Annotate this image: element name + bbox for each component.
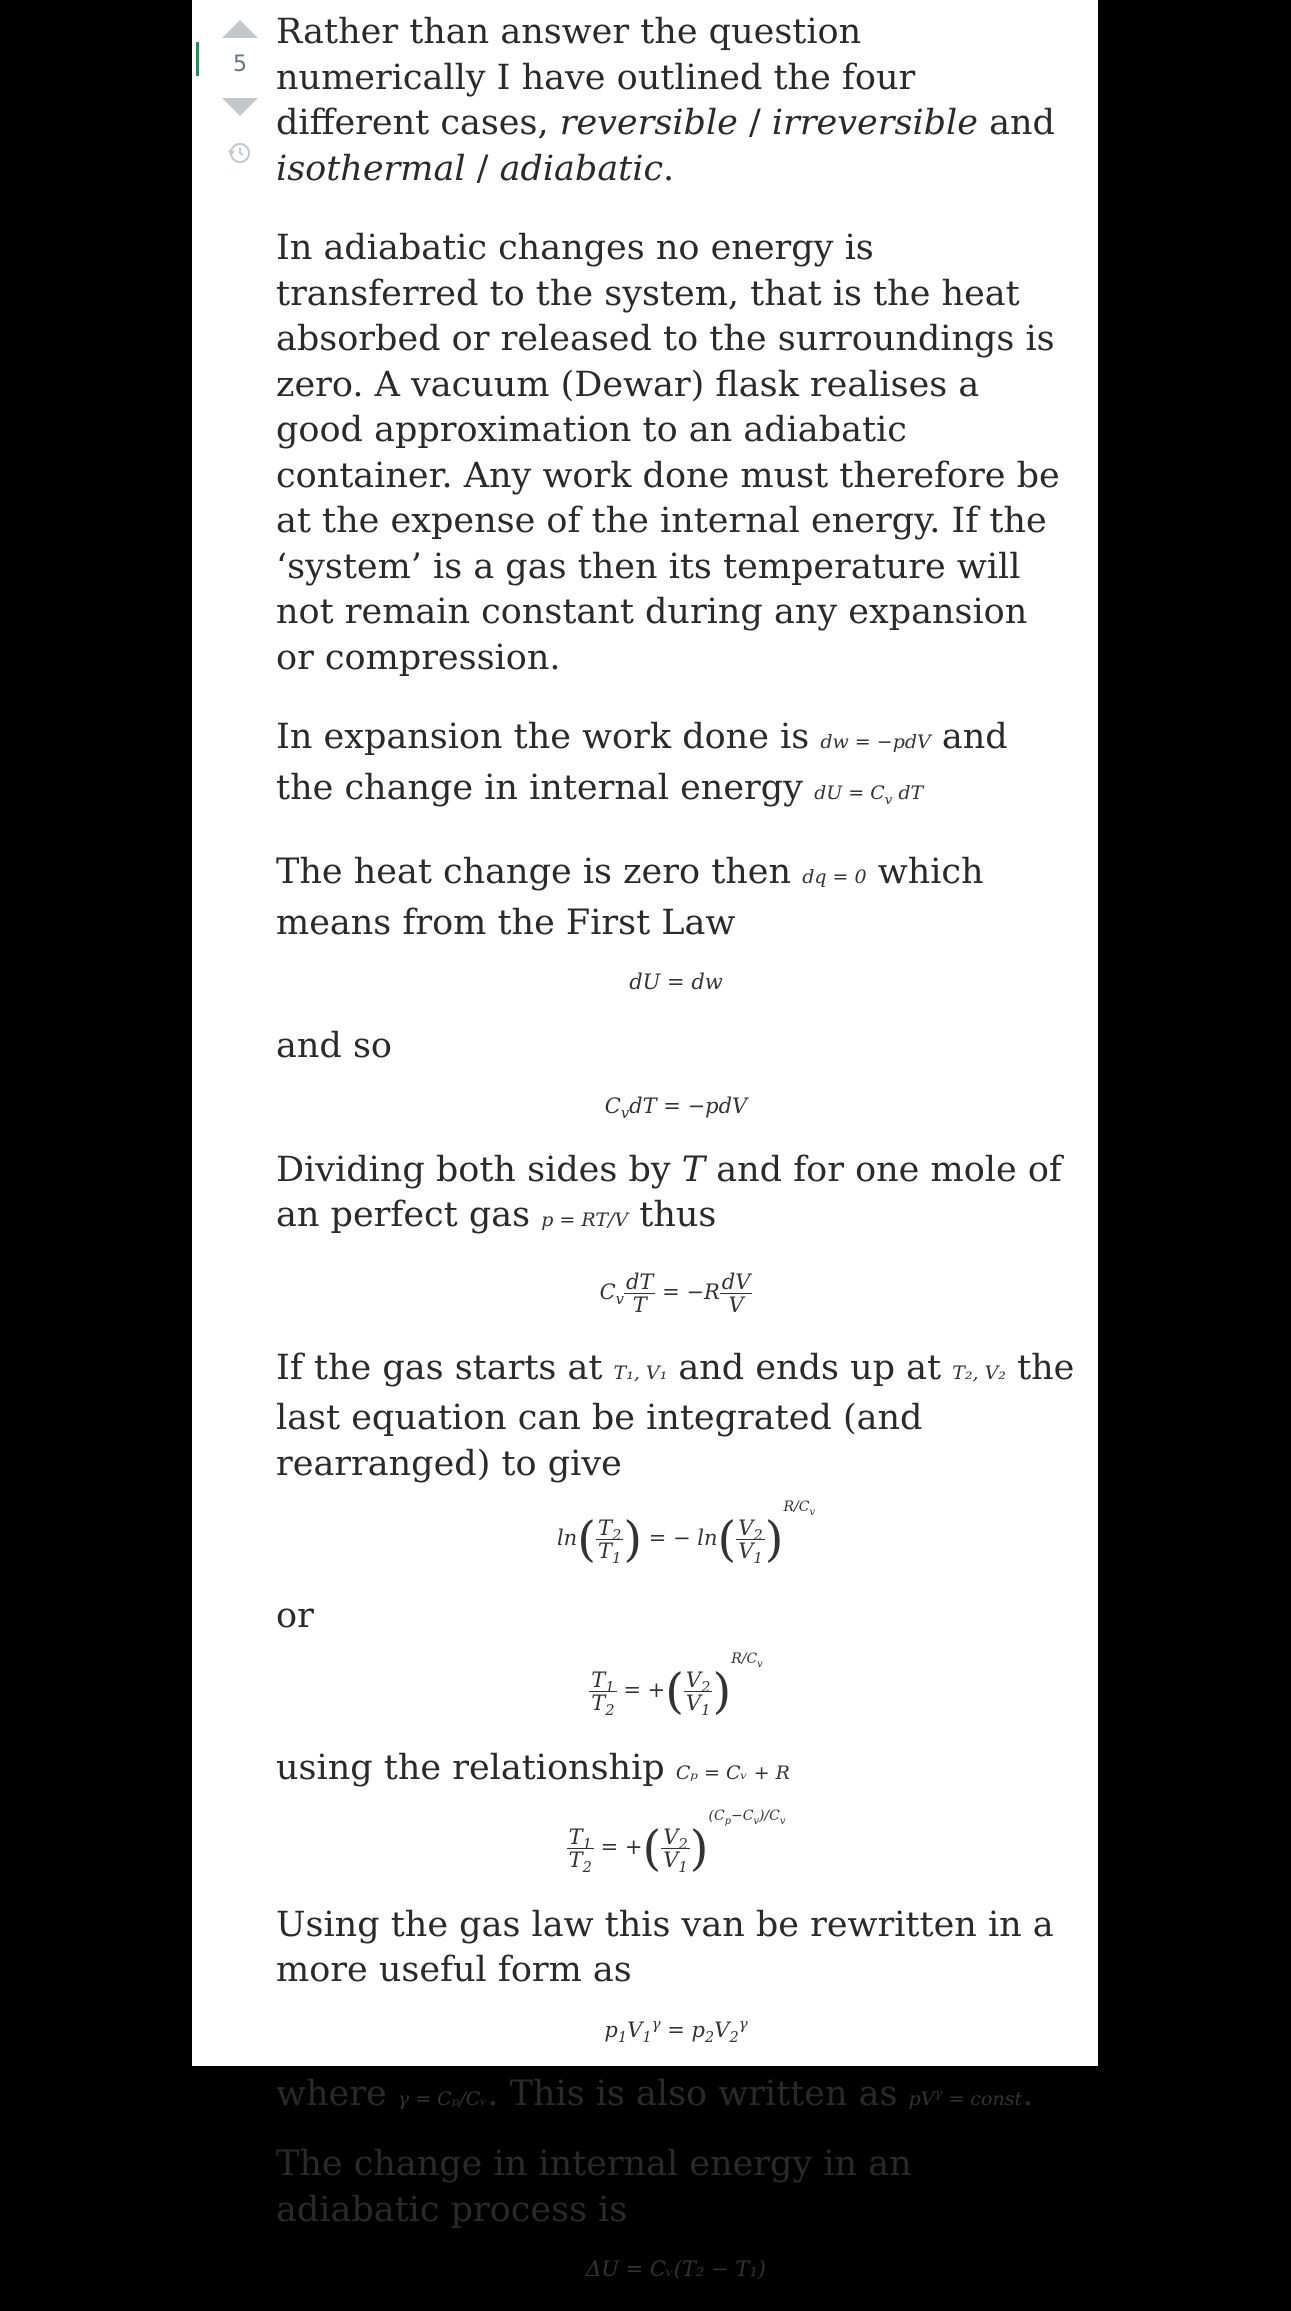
math-final-state: T₂, V₂ <box>952 1361 1006 1384</box>
downvote-button[interactable] <box>222 98 258 116</box>
vote-score: 5 <box>233 52 247 77</box>
paragraph-dividing <box>276 1148 1076 1244</box>
equation-log-ratio: ln( $\frac{T_2}{T_1}$ ) = − ln( $\frac{V_2}{V_1}$ )$^{R/C_v}$ <box>556 1499 816 1568</box>
text: If the gas starts at <box>276 1347 614 1388</box>
equation-differential: $C_v$ $\frac{dT}{T}$ = −R $\frac{dV}{V}$ <box>599 1269 751 1317</box>
upvote-button[interactable] <box>222 20 258 38</box>
equation-first-law: dU = dw <box>629 970 723 994</box>
math-part: dU = C <box>814 781 885 804</box>
paragraph-relationship <box>276 1746 1076 1797</box>
equation-delta-u: ΔU = Cᵥ(T₂ − T₁) <box>586 2257 766 2281</box>
text: . <box>1022 2073 1034 2114</box>
answer-page <box>192 0 1098 2281</box>
text: Dividing both sides by <box>276 1149 682 1190</box>
text: . <box>663 148 675 189</box>
equation-cvdt <box>276 1090 1076 1122</box>
math-part: dT = −pdV <box>629 1093 748 1118</box>
math-ideal-gas: p = RT/V <box>541 1209 629 1231</box>
math-part: dT <box>892 781 924 804</box>
math-heat: dq = 0 <box>802 866 867 888</box>
text: which means from the First Law <box>276 852 984 943</box>
paragraph-and-so: and so <box>276 1026 392 1066</box>
text: Rather than answer the question numerically I have outlined the four different cases, <box>276 12 916 143</box>
math-T: T <box>681 1149 706 1190</box>
text: and the change in internal energy <box>276 717 1008 808</box>
text: and for one mole of an perfect gas <box>276 1149 1062 1235</box>
text: In expansion the work done is <box>276 717 821 757</box>
emphasis-irreversible: irreversible <box>771 103 978 143</box>
paragraph-heat <box>276 850 1076 946</box>
math-work: dw = −pdV <box>820 731 931 753</box>
math-part: pV <box>908 2087 935 2110</box>
text: The heat change is zero then <box>276 852 803 892</box>
text: using the relationship <box>276 1747 676 1788</box>
paragraph-internal-energy: The change in internal energy in an adiabatic process is <box>276 2144 912 2230</box>
paragraph-expansion <box>276 715 1076 816</box>
text: the last equation can be integrated (and rearranged) to give <box>276 1347 1075 1484</box>
text: . This is also written as <box>487 2073 909 2114</box>
text: / <box>737 103 772 143</box>
accepted-indicator <box>196 42 199 76</box>
math-part: = const <box>942 2087 1023 2110</box>
paragraph-gas-law: Using the gas law this van be rewritten in a more useful form as <box>276 1904 1054 1990</box>
math-cp-cv: Cₚ = Cᵥ + R <box>675 1761 790 1784</box>
math-part: C <box>604 1093 621 1118</box>
text: thus <box>628 1195 717 1235</box>
paragraph-where-gamma <box>276 2072 1076 2123</box>
math-sub: v <box>884 792 893 808</box>
paragraph-adiabatic: In adiabatic changes no energy is transferred to the system, that is the heat absorbed or released to the surroundings is zero. A vacuum (Dewar) flask realises a good approximation to an adiabatic container. Any work done must therefore be at the expense of the internal energy. If the ‘system’ is a gas then its temperature will not remain constant during any expansion or compression. <box>276 228 1060 678</box>
answer-body <box>276 10 1076 2311</box>
text: / <box>465 148 500 189</box>
math-pv-const <box>909 2088 1023 2110</box>
equation-pv-gamma: $p_1V_1^\gamma = p_2V_2^\gamma$ <box>604 2015 748 2046</box>
paragraph-or: or <box>276 1595 314 1636</box>
history-icon[interactable] <box>227 140 253 166</box>
math-sub: v <box>620 1104 630 1122</box>
text: where <box>276 2073 398 2114</box>
emphasis-isothermal: isothermal <box>276 148 466 189</box>
math-sup: γ <box>934 2086 943 2102</box>
equation-temperature-ratio: $\frac{T_1}{T_2}$ = +( $\frac{V_2}{V_1}$ )$^{R/C_v}$ <box>591 1651 763 1720</box>
vote-controls <box>192 0 272 200</box>
math-internal-energy <box>814 781 924 808</box>
paragraph-integrate <box>276 1346 1076 1488</box>
text: and ends up at <box>667 1347 953 1388</box>
equation-gamma-exponent: $\frac{T_1}{T_2}$ = +( $\frac{V_2}{V_1}$ )$^{(C_p-C_v)/C_v}$ <box>568 1808 786 1877</box>
math-gamma: γ = Cₚ/Cᵥ <box>397 2087 488 2110</box>
emphasis-adiabatic: adiabatic <box>499 148 664 189</box>
text: and <box>977 103 1055 143</box>
emphasis-reversible: reversible <box>559 103 738 143</box>
paragraph-intro <box>276 10 1076 192</box>
math-initial-state: T₁, V₁ <box>613 1361 668 1384</box>
